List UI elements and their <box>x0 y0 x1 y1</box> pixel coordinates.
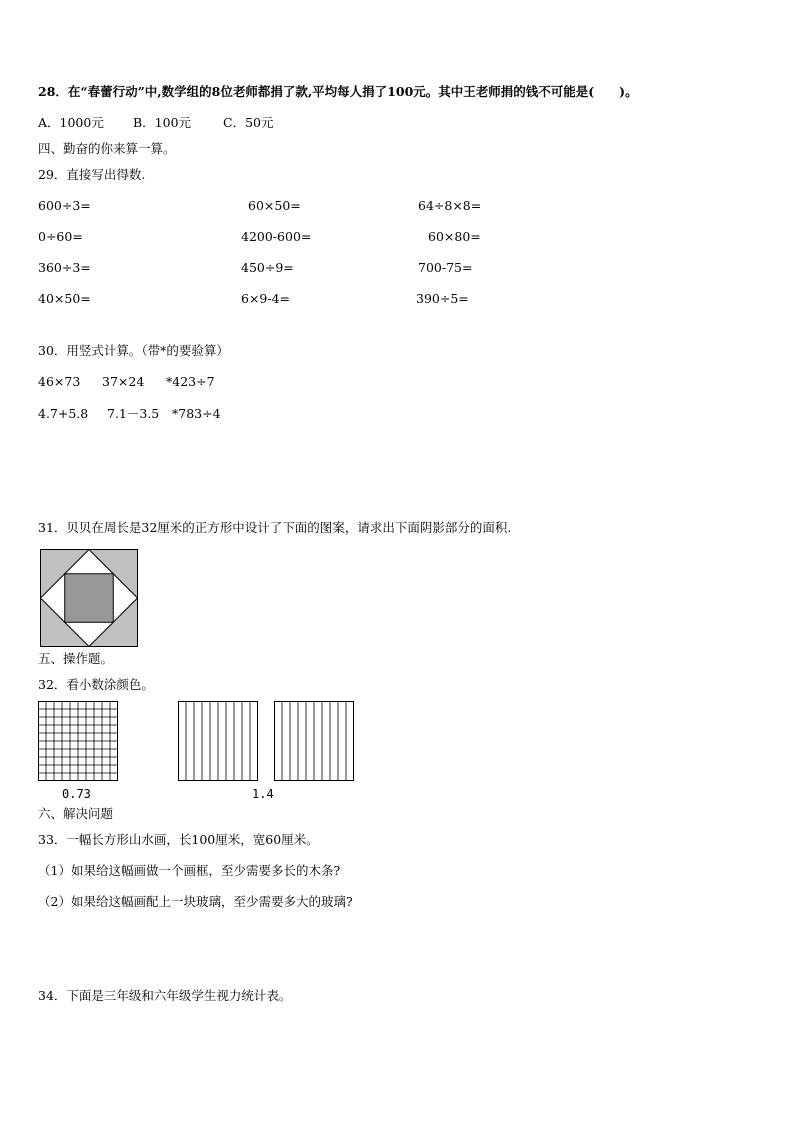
q29-r1-c3: 64÷8×8= <box>418 198 482 213</box>
q29-r4-c3: 390÷5= <box>416 291 469 306</box>
q28-stem: 28．在“春蕾行动”中,数学组的8位老师都捐了款,平均每人捐了100元。其中王老师捐的钱不可能是( )。 <box>38 84 638 99</box>
section-5-title: 五、操作题。 <box>38 651 114 666</box>
q30-r1-c1: 46×73 <box>38 374 81 389</box>
q30-r2-c2: 7.1－3.5 <box>107 406 160 421</box>
q32-tenth-strips-2 <box>274 701 354 781</box>
q29-r4-c1: 40×50= <box>38 291 91 306</box>
q29-r3-c1: 360÷3= <box>38 260 91 275</box>
q32-tenth-strips-1 <box>178 701 258 781</box>
q28-option-b: B．100元 <box>133 115 192 130</box>
q28-option-a: A．1000元 <box>38 115 104 130</box>
q31-stem: 31．贝贝在周长是32厘米的正方形中设计了下面的图案，请求出下面阴影部分的面积. <box>38 520 512 535</box>
q32-stem: 32．看小数涂颜色。 <box>38 677 154 692</box>
q29-r2-c3: 60×80= <box>428 229 481 244</box>
q30-stem: 30．用竖式计算。（带*的要验算） <box>38 343 229 358</box>
q29-r3-c2: 450÷9= <box>241 260 294 275</box>
q30-r2-c3: *783÷4 <box>172 406 221 421</box>
q30-r2-c1: 4.7+5.8 <box>38 406 89 421</box>
q29-r3-c3: 700-75= <box>418 260 473 275</box>
q32-label-1-4: 1.4 <box>252 787 274 801</box>
q29-r2-c2: 4200-600= <box>241 229 312 244</box>
q29-r1-c1: 600÷3= <box>38 198 91 213</box>
q31-square-figure <box>40 549 138 647</box>
q32-label-0-73: 0.73 <box>62 787 91 801</box>
inner-shaded-square <box>65 574 114 623</box>
q29-stem: 29．直接写出得数. <box>38 167 146 182</box>
q30-r1-c2: 37×24 <box>102 374 145 389</box>
q33-stem: 33．一幅长方形山水画，长100厘米，宽60厘米。 <box>38 832 319 847</box>
section-4-title: 四、勤奋的你来算一算。 <box>38 141 176 156</box>
q29-r2-c1: 0÷60= <box>38 229 83 244</box>
q30-r1-c3: *423÷7 <box>166 374 215 389</box>
q29-r4-c2: 6×9-4= <box>241 291 291 306</box>
q32-hundred-grid <box>38 701 118 781</box>
q28-option-c: C．50元 <box>223 115 274 130</box>
section-6-title: 六、解决问题 <box>38 806 114 821</box>
q33-sub2: （2）如果给这幅画配上一块玻璃，至少需要多大的玻璃? <box>38 894 353 909</box>
q33-sub1: （1）如果给这幅画做一个画框，至少需要多长的木条? <box>38 863 341 878</box>
q29-r1-c2: 60×50= <box>248 198 301 213</box>
q34-stem: 34．下面是三年级和六年级学生视力统计表。 <box>38 988 292 1003</box>
